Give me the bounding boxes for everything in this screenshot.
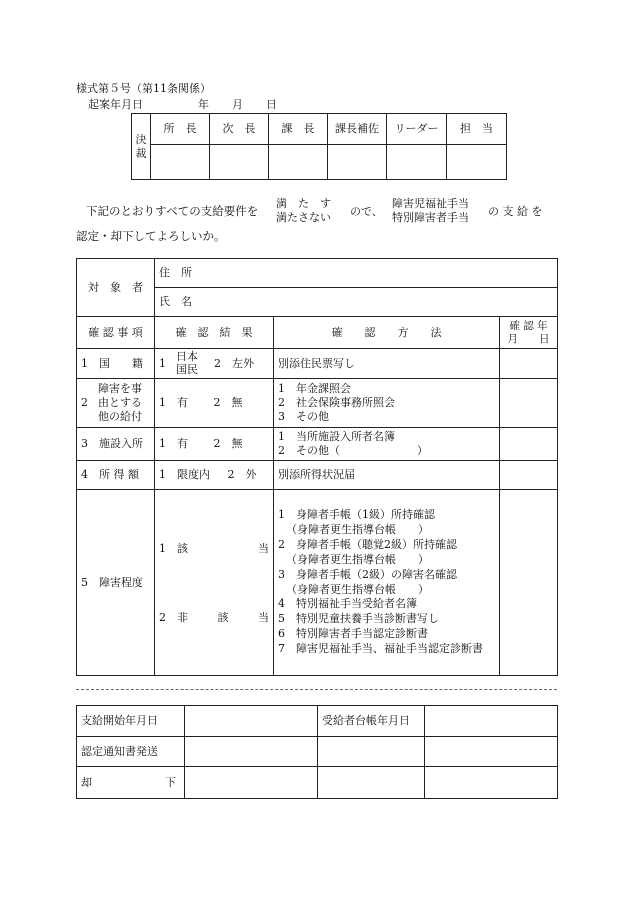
stamp-cell[interactable] [447, 145, 507, 180]
method-line: 1 当所施設入所者名簿 [278, 429, 395, 443]
date-cell[interactable] [500, 461, 558, 490]
allowance-special: 特別障害者手当 [392, 211, 469, 225]
method-line: 2 その他（ ） [278, 444, 428, 457]
notice-field[interactable] [185, 737, 318, 767]
opt-no: 2 無 [213, 437, 243, 451]
header-method: 確 認 方 法 [274, 317, 500, 349]
table-row [77, 490, 558, 676]
date-cell[interactable] [500, 428, 558, 461]
opt-yes: 1 有 [159, 396, 188, 410]
method-line: 3 身障者手帳（2級）の障害名確認 [278, 567, 457, 581]
opt-applicable: 1 該 当 [159, 542, 269, 555]
item-benefit [77, 379, 155, 428]
opt-within: 1 限度内 [159, 468, 210, 482]
method-line: 1 身障者手帳（1級）所持確認 [278, 508, 435, 522]
statement-suffix: の 支 給 を [488, 205, 543, 218]
method-line: （身障者更生指導台帳 ） [286, 582, 429, 596]
stamp-cell[interactable] [210, 145, 269, 180]
method-line: 4 特別福祉手当受給者名簿 [278, 597, 417, 611]
method-nationality: 別添住民票写し [274, 349, 500, 379]
role-deputy: 次 長 [210, 114, 269, 145]
header-result: 確 認 結 果 [155, 317, 274, 349]
approval-side-label: 決裁 [132, 114, 151, 180]
method-line: 2 身障者手帳（聴覚2級）所持確認 [278, 537, 457, 551]
benefit-label: 障害を事由とする他の給付 [98, 382, 142, 423]
stamp-cell[interactable] [328, 145, 387, 180]
statement-connector: ので、 [350, 205, 383, 218]
date-cell[interactable] [500, 490, 558, 676]
approval-table [131, 113, 507, 180]
result-facility[interactable] [155, 428, 274, 461]
opt-yes: 1 有 [159, 437, 188, 451]
role-leader: リーダー [387, 114, 447, 145]
address-label: 住 所 [159, 266, 192, 280]
draft-month: 月 [232, 98, 243, 111]
bottom-table [76, 705, 558, 799]
opt-japan: 日本国民 [176, 349, 198, 376]
reject-field[interactable] [185, 767, 318, 799]
role-director: 所 長 [151, 114, 210, 145]
draft-year: 年 [198, 98, 209, 111]
start-date-field[interactable] [185, 706, 318, 737]
item-income: 4 所 得 額 [77, 461, 155, 490]
item-facility: 3 施設入所 [77, 428, 155, 461]
divider-dashed [76, 689, 557, 690]
statement-line2: 認定・却下してよろしいか。 [76, 229, 226, 243]
notice-field-3[interactable] [425, 737, 558, 767]
allowance-child: 障害児福祉手当 [392, 197, 469, 210]
table-row [77, 349, 558, 379]
statement-prefix: 下記のとおりすべての支給要件を [86, 204, 259, 218]
role-staff: 担 当 [447, 114, 507, 145]
table-row [77, 461, 558, 490]
start-date-label: 支給開始年月日 [77, 706, 185, 737]
meet-options [276, 197, 331, 226]
result-benefit[interactable] [155, 379, 274, 428]
option-meet: 満 た す [276, 197, 331, 210]
result-nationality[interactable] [155, 349, 274, 379]
method-line: （身障者更生指導台帳 ） [286, 552, 429, 566]
method-line: （身障者更生指導台帳 ） [286, 523, 429, 537]
notice-field-2[interactable] [318, 737, 425, 767]
allowance-options [392, 197, 469, 226]
method-disability [274, 490, 500, 676]
item-nationality: 1 国 籍 [77, 349, 155, 379]
draft-date-label: 起案年月日 [88, 98, 143, 111]
reject-label: 却 下 [77, 767, 185, 799]
table-row [77, 428, 558, 461]
method-line: 5 特別児童扶養手当診断書写し [278, 612, 439, 626]
option-not-meet: 満たさない [276, 211, 331, 225]
table-row [77, 379, 558, 428]
method-line: 7 障害児福祉手当、福祉手当認定診断書 [278, 641, 483, 655]
opt-no: 2 無 [213, 396, 243, 410]
method-line: 6 特別障害者手当認定診断書 [278, 627, 428, 641]
benefit-num: 2 [81, 396, 88, 410]
reject-field-2[interactable] [318, 767, 425, 799]
header-date: 確 認 年 月 日 [500, 317, 558, 349]
method-line: 3 その他 [278, 410, 329, 424]
stamp-cell[interactable] [387, 145, 447, 180]
role-section-chief: 課 長 [269, 114, 328, 145]
item-disability: 5 障害程度 [77, 490, 155, 676]
stamp-cell[interactable] [151, 145, 210, 180]
form-title: 様式第５号（第11条関係） [76, 82, 211, 95]
result-disability[interactable] [155, 490, 274, 676]
name-label: 氏 名 [159, 295, 192, 309]
stamp-cell[interactable] [269, 145, 328, 180]
role-assistant-chief: 課長補佐 [328, 114, 387, 145]
header-item: 確 認 事 項 [77, 317, 155, 349]
method-benefit [274, 379, 500, 428]
reject-field-3[interactable] [425, 767, 558, 799]
ledger-date-label: 受給者台帳年月日 [318, 706, 425, 737]
date-cell[interactable] [500, 379, 558, 428]
date-cell[interactable] [500, 349, 558, 379]
method-line: 1 年金課照会 [278, 381, 351, 395]
address-field[interactable] [155, 259, 558, 288]
ledger-date-field[interactable] [425, 706, 558, 737]
method-income: 別添所得状況届 [274, 461, 500, 490]
method-facility [274, 428, 500, 461]
opt-outside: 2 外 [227, 468, 257, 482]
name-field[interactable] [155, 288, 558, 317]
opt-not-applicable: 2 非 該 当 [159, 611, 269, 625]
notice-label: 認定通知書発送 [77, 737, 185, 767]
method-line: 2 社会保険事務所照会 [278, 395, 395, 409]
draft-day: 日 [266, 98, 277, 111]
result-income[interactable] [155, 461, 274, 490]
opt-num: 1 [159, 356, 166, 370]
subject-label: 対 象 者 [77, 259, 155, 317]
main-table [76, 258, 558, 676]
opt-other: 2 左外 [214, 356, 254, 370]
